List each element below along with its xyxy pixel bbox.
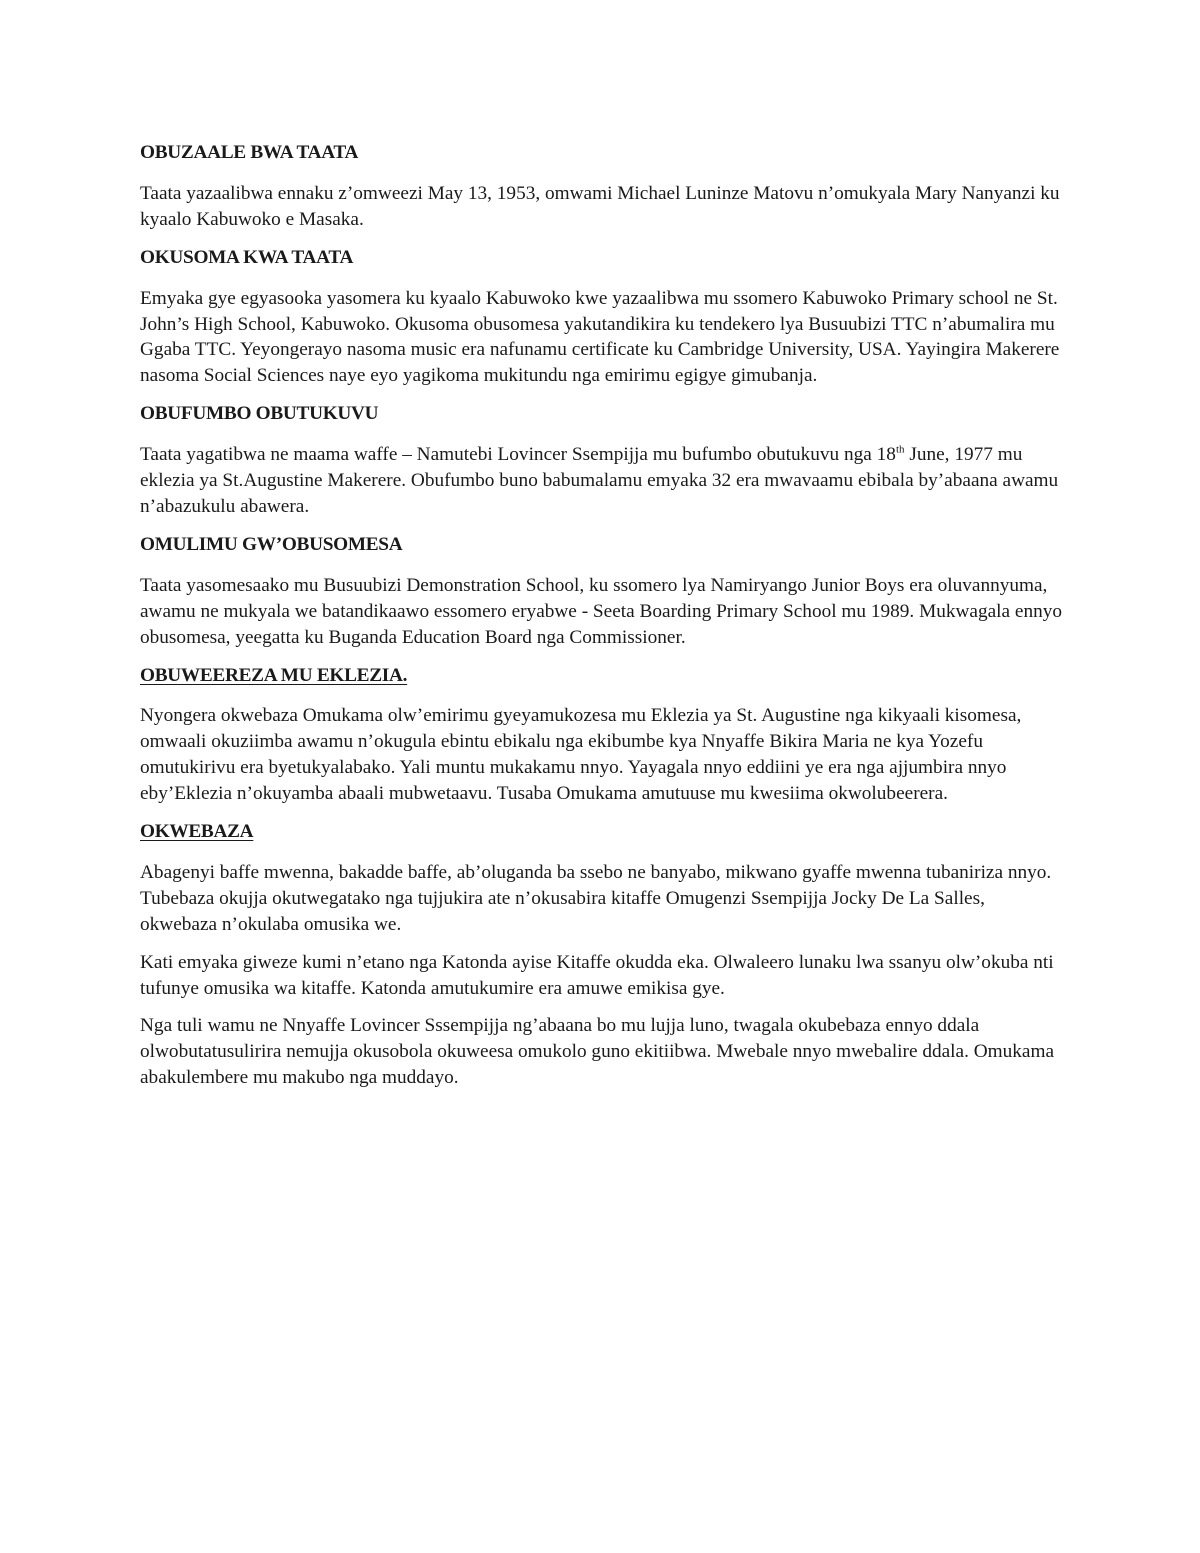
birth-paragraph: Taata yazaalibwa ennaku z’omweezi May 13, 1953, omwami Michael Luninze Matovu n’omukyala Mary Nanyanzi ku kyaalo Kabuwoko e Masaka. [140,182,1060,230]
section-heading-education: OKUSOMA KWA TAATA [140,246,354,268]
church-service-paragraph: Nyongera okwebaza Omukama olw’emirimu gyeyamukozesa mu Eklezia ya St. Augustine nga kikyaali kisomesa, omwaali okuziimba awamu n’okugula ebintu ebikalu nga ekibumbe kya Nnyaffe Bikira Maria ne kya Yozefu omutukirivu era byetukyalabako. Yali muntu mukakamu nnyo. Yayagala nnyo eddiini ye era nga ajjumbira nnyo eby’Eklezia n’okuyamba abaali mubwetaavu. Tusaba Omukama amutuuse mu kwesiima okwolubeerera. [140,705,1022,805]
marriage-paragraph [140,442,1065,520]
marriage-text-after: June, 1977 mu eklezia ya St.Augustine Makerere. Obufumbo buno babumalamu emyaka 32 era mwavaamu ebibala by’abaana awamu n’abazukulu abawera. [140,444,1059,517]
thanks-paragraph-3: Nga tuli wamu ne Nnyaffe Lovincer Sssempijja ng’abaana bo mu lujja luno, twagala okubebaza ennyo ddala olwobutatusulirira nemujja okusobola okuweesa omukolo guno ekitiibwa. Mwebale nnyo mwebalire ddala. Omukama abakulembere mu makubo nga muddayo. [140,1015,1055,1089]
teaching-career-paragraph: Taata yasomesaako mu Busuubizi Demonstration School, ku ssomero lya Namiryango Junior Boys era oluvannyuma, awamu ne mukyala we batandikaawo essomero eryabwe - Seeta Boarding Primary School mu 1989. Mukwagala ennyo obusomesa, yeegatta ku Buganda Education Board nga Commissioner. [140,574,1063,648]
marriage-text-before: Taata yagatibwa ne maama waffe – Namutebi Lovincer Ssempijja mu bufumbo obutukuvu nga 18 [140,444,896,466]
section-heading-marriage: OBUFUMBO OBUTUKUVU [140,403,379,425]
thanks-paragraph-1: Abagenyi baffe mwenna, bakadde baffe, ab’oluganda ba ssebo ne banyabo, mikwano gyaffe mwenna tubaniriza nnyo. Tubebaza okujja okutwegatako nga tujjukira ate n’okusabira kitaffe Omugenzi Ssempijja Jocky De La Salles, okwebaza n’okulaba omusika we. [140,861,1052,935]
document-page [140,140,1065,1103]
section-heading-thanks: OKWEBAZA [140,821,254,843]
ordinal-suffix: th [895,443,905,456]
education-paragraph: Emyaka gye egyasooka yasomera ku kyaalo Kabuwoko kwe yazaalibwa mu ssomero Kabuwoko Primary school ne St. John’s High School, Kabuwoko. Okusoma obusomesa yakutandikira ku tendekero lya Busuubizi TTC n’abumalira mu Ggaba TTC. Yeyongerayo nasoma music era nafunamu certificate ku Cambridge University, USA. Yayingira Makerere nasoma Social Sciences naye eyo yagikoma mukitundu nga emirimu egigye gimubanja. [140,287,1060,387]
thanks-paragraph-2: Kati emyaka giweze kumi n’etano nga Katonda ayise Kitaffe okudda eka. Olwaleero lunaku lwa ssanyu olw’okuba nti tufunye omusika wa kitaffe. Katonda amutukumire era amuwe emikisa gye. [140,951,1054,999]
section-heading-teaching-career: OMULIMU GW’OBUSOMESA [140,533,403,555]
section-heading-birth: OBUZAALE BWA TAATA [140,142,359,163]
section-heading-church-service: OBUWEEREZA MU EKLEZIA. [140,664,408,686]
